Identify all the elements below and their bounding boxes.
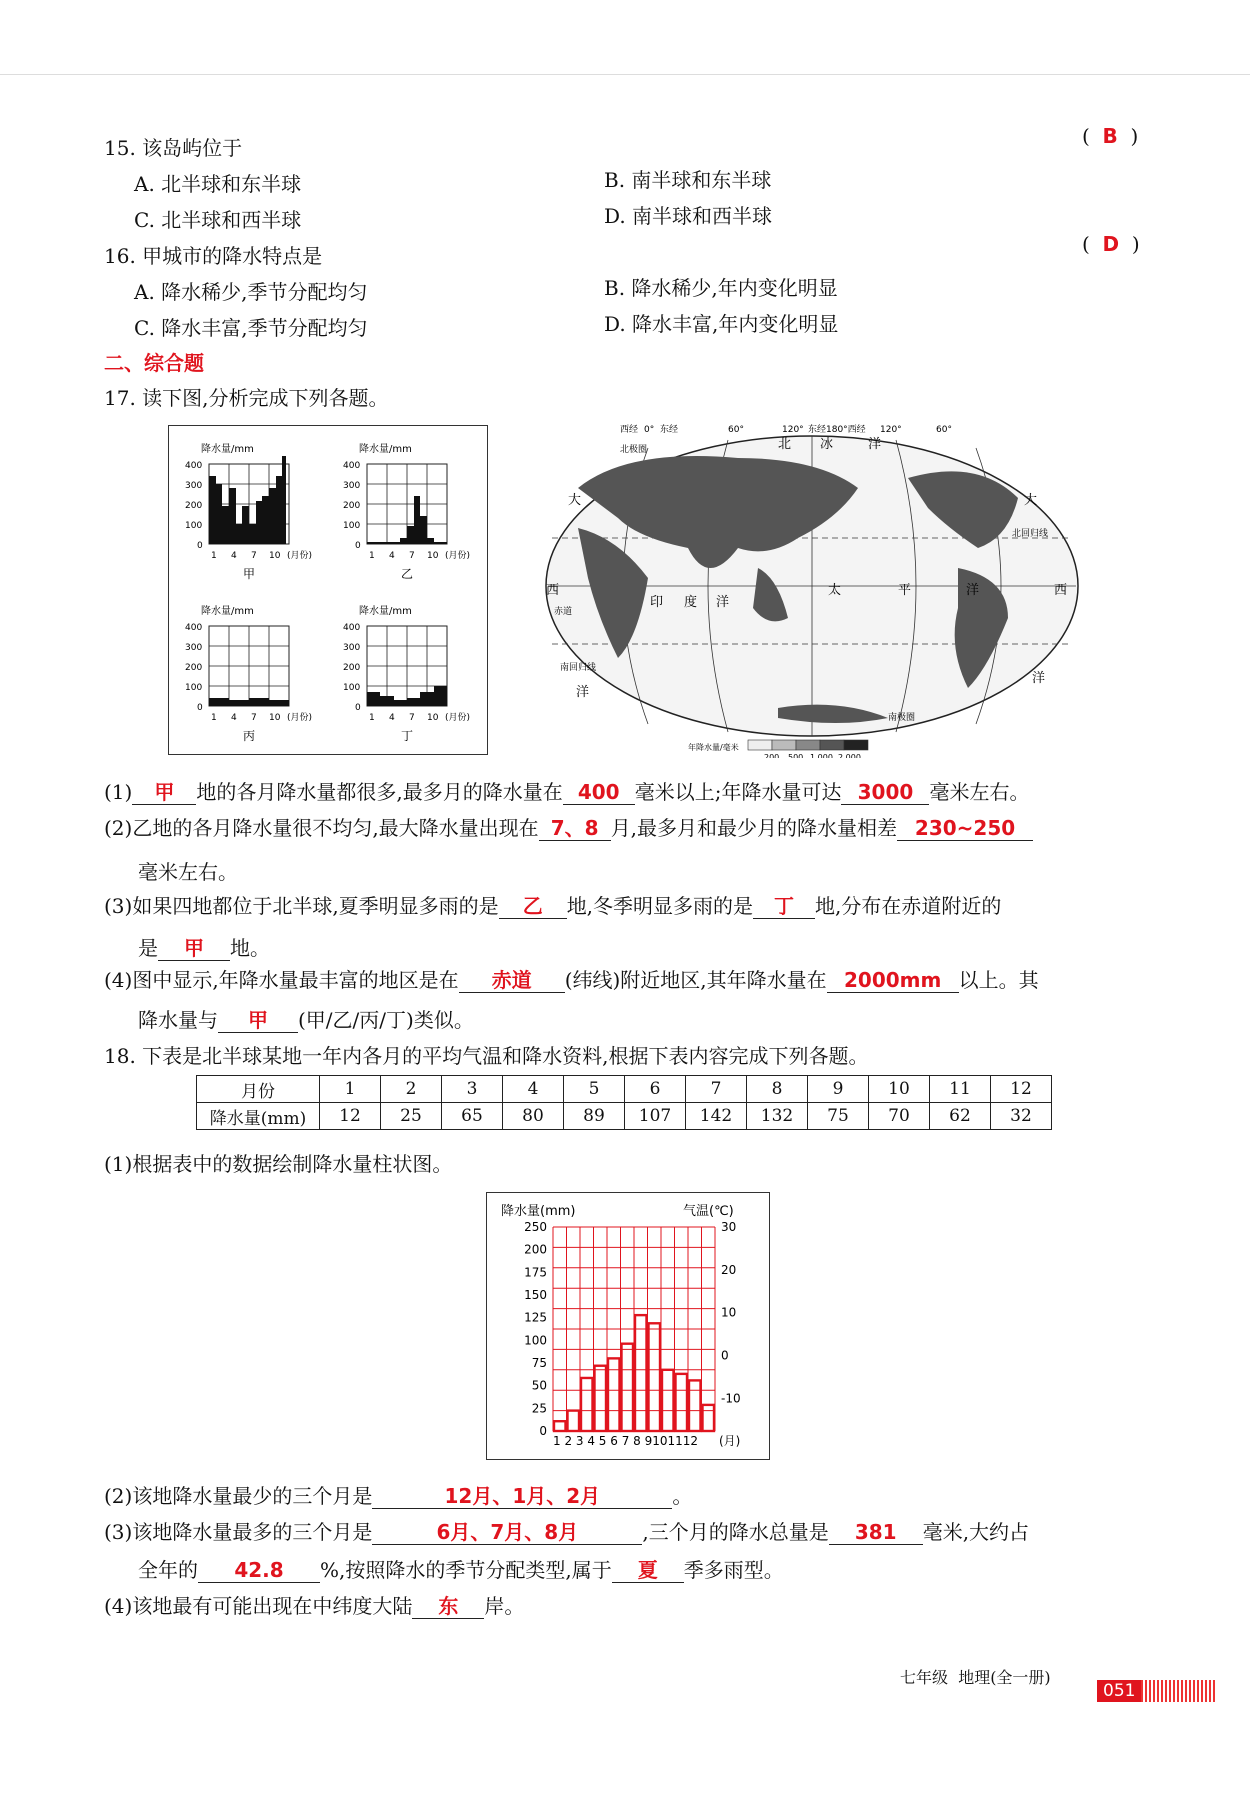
table-cell: 2 xyxy=(381,1076,442,1103)
chart-bar xyxy=(622,1344,634,1431)
q17-intro: 17. 读下图,分析完成下列各题。 xyxy=(104,386,389,410)
q17-p3-answer2: 丁 xyxy=(753,894,815,919)
q18-part4: (4)该地最有可能出现在中纬度大陆 东 岸。 xyxy=(104,1594,525,1618)
q17-part3-cont: 是 甲 地。 xyxy=(138,936,270,960)
map-label: 大 xyxy=(568,493,582,508)
chart-y2label: 气温(℃) xyxy=(683,1204,734,1219)
q17-p1-answer1: 甲 xyxy=(132,780,196,805)
q17-part2: (2)乙地的各月降水量很不均匀,最大降水量出现在 7、8 月,最多月和最少月的降水量相差 230~250 xyxy=(104,812,1033,841)
chart-jia-name: 甲 xyxy=(243,567,256,581)
table-header: 月份 xyxy=(197,1076,320,1103)
q17-p4-answer3: 甲 xyxy=(218,1008,298,1033)
chart-bing-ytick: 400 xyxy=(185,623,203,633)
table-cell: 25 xyxy=(381,1103,442,1130)
q16-option-c: C. 降水丰富,季节分配均匀 xyxy=(134,316,368,340)
chart-ytick-label: 200 xyxy=(524,1242,547,1257)
chart-ding-xtick: 4 xyxy=(389,713,395,723)
q15-option-a: A. 北半球和东半球 xyxy=(134,172,302,196)
q17-p3-answer1: 乙 xyxy=(499,894,567,919)
map-legend-title: 年降水量/毫米 xyxy=(688,743,739,752)
q18-data-table xyxy=(196,1075,1052,1130)
chart-ytick-label: 150 xyxy=(524,1288,547,1302)
map-legend-value: 2 000 xyxy=(838,753,861,758)
q17-p4-answer2: 2000mm xyxy=(827,968,959,993)
chart-jia-ytick: 200 xyxy=(185,501,203,511)
q17-part1: (1) 甲 地的各月降水量都很多,最多月的降水量在 400 毫米以上;年降水量可达 3000 毫米左右。 xyxy=(104,780,1030,804)
chart-bar xyxy=(689,1380,701,1431)
chart-ylabel: 降水量(mm) xyxy=(501,1204,576,1219)
chart-y2tick-label: 30 xyxy=(721,1220,737,1234)
q17-p1-answer3: 3000 xyxy=(841,780,929,805)
map-label: 南回归线 xyxy=(560,663,597,673)
map-label: 北极圈 xyxy=(620,445,648,455)
map-label: 西 xyxy=(546,583,560,598)
chart-jia-ytick: 100 xyxy=(185,521,203,531)
q16-question: 16. 甲城市的降水特点是 xyxy=(104,244,323,268)
world-precipitation-map xyxy=(538,418,1086,758)
chart-yi-ytick: 100 xyxy=(343,521,361,531)
chart-bars xyxy=(554,1315,714,1431)
chart-bar xyxy=(608,1358,620,1431)
q17-p4-answer1: 赤道 xyxy=(459,968,565,993)
q16-option-d: D. 降水丰富,年内变化明显 xyxy=(604,312,839,336)
q18-p3-answer1: 6月、7月、8月 xyxy=(372,1520,642,1545)
chart-bing-ytick: 300 xyxy=(185,643,203,653)
chart-ding-ytick: 400 xyxy=(343,623,361,633)
chart-yi-xtick: (月份) xyxy=(445,551,471,561)
chart-bar xyxy=(568,1411,580,1431)
q18-p3-answer3: 42.8 xyxy=(198,1558,320,1583)
map-label: 西经 xyxy=(620,425,639,435)
table-cell: 6 xyxy=(625,1076,686,1103)
chart-bing xyxy=(185,604,312,743)
chart-ytick-label: 0 xyxy=(539,1424,547,1438)
q18-p4-answer: 东 xyxy=(412,1594,484,1619)
chart-jia-ylabel: 降水量/mm xyxy=(201,444,254,455)
chart-bing-xtick: 7 xyxy=(251,713,257,723)
table-cell: 7 xyxy=(686,1076,747,1103)
chart-ding-ytick: 0 xyxy=(355,703,361,713)
map-label: 洋 xyxy=(868,437,882,452)
chart-yi-ytick: 400 xyxy=(343,461,361,471)
map-label: 120° xyxy=(782,425,804,435)
table-cell: 4 xyxy=(503,1076,564,1103)
climate-charts-svg xyxy=(169,426,487,754)
chart-jia-xtick: 1 xyxy=(211,551,217,561)
map-label: 东经 xyxy=(660,425,679,435)
chart-jia-ytick: 400 xyxy=(185,461,203,471)
map-label: 平 xyxy=(898,583,912,598)
q18-part3: (3)该地降水量最多的三个月是 6月、7月、8月 ,三个月的降水总量是 381 毫米,大约占 xyxy=(104,1520,1030,1544)
table-cell: 107 xyxy=(625,1103,686,1130)
map-label: 赤道 xyxy=(554,607,573,617)
map-label: 北回归线 xyxy=(1012,529,1049,539)
chart-yi-xtick: 10 xyxy=(427,551,439,561)
q16-answer-bracket: ( D ) xyxy=(1082,232,1140,256)
map-label: 0° xyxy=(644,425,655,435)
table-cell: 1 xyxy=(320,1076,381,1103)
chart-bar xyxy=(662,1370,674,1431)
footer xyxy=(900,1665,1051,1688)
map-legend-value: 1 000 xyxy=(810,753,833,758)
chart-yi-xtick: 1 xyxy=(369,551,375,561)
table-cell: 80 xyxy=(503,1103,564,1130)
chart-y2tick-label: 20 xyxy=(721,1262,737,1277)
chart-ding-ylabel: 降水量/mm xyxy=(359,606,412,617)
chart-bing-xtick: 1 xyxy=(211,713,217,723)
map-label: 120° xyxy=(880,425,902,435)
q15-answer: B xyxy=(1102,124,1118,148)
map-label: 南极圈 xyxy=(888,713,916,723)
world-map-svg xyxy=(538,418,1086,758)
map-label: 北 xyxy=(778,437,792,452)
footer-subject: 地理(全一册) xyxy=(958,1668,1051,1687)
map-label: 东经180°西经 xyxy=(808,425,866,435)
chart-bing-xtick: 4 xyxy=(231,713,237,723)
table-cell: 3 xyxy=(442,1076,503,1103)
chart-jia-xtick: (月份) xyxy=(287,551,313,561)
chart-bing-ytick: 200 xyxy=(185,663,203,673)
table-cell: 65 xyxy=(442,1103,503,1130)
chart-jia-xtick: 10 xyxy=(269,551,281,561)
q18-chart-svg xyxy=(487,1193,769,1459)
table-cell: 75 xyxy=(808,1103,869,1130)
map-label: 太 xyxy=(828,583,842,598)
chart-yi-ylabel: 降水量/mm xyxy=(359,444,412,455)
chart-jia-ytick: 0 xyxy=(197,541,203,551)
chart-yi-name: 乙 xyxy=(401,567,414,581)
chart-bar xyxy=(649,1323,661,1431)
q16-option-a: A. 降水稀少,季节分配均匀 xyxy=(134,280,368,304)
q15-question: 15. 该岛屿位于 xyxy=(104,136,243,160)
top-rule xyxy=(0,74,1250,75)
chart-ytick-label: 100 xyxy=(524,1333,547,1348)
chart-yi-ytick: 200 xyxy=(343,501,361,511)
section-heading: 二、综合题 xyxy=(104,351,204,375)
table-cell: 11 xyxy=(930,1076,991,1103)
chart-xticks: 1 2 3 4 5 6 7 8 9101112 xyxy=(553,1434,699,1448)
chart-ding-ytick: 100 xyxy=(343,683,361,693)
q16-option-b: B. 降水稀少,年内变化明显 xyxy=(604,276,838,300)
q16-answer: D xyxy=(1102,232,1120,256)
chart-y2tick-label: 10 xyxy=(721,1305,737,1320)
table-cell: 9 xyxy=(808,1076,869,1103)
q17-p3-answer3: 甲 xyxy=(158,936,230,961)
chart-jia xyxy=(185,442,312,581)
map-label: 洋 xyxy=(716,595,730,610)
q17-part2-cont: 毫米左右。 xyxy=(138,860,238,884)
table-cell: 132 xyxy=(747,1103,808,1130)
chart-yi-ytick: 300 xyxy=(343,481,361,491)
chart-jia-xtick: 7 xyxy=(251,551,257,561)
q17-p2-answer2: 230~250 xyxy=(897,816,1033,841)
chart-ding-xtick: 1 xyxy=(369,713,375,723)
q17-part4: (4)图中显示,年降水量最丰富的地区是在 赤道 (纬线)附近地区,其年降水量在 2000mm 以上。其 xyxy=(104,968,1039,992)
chart-bing-ylabel: 降水量/mm xyxy=(201,606,254,617)
q15-option-c: C. 北半球和西半球 xyxy=(134,208,302,232)
q15-option-b: B. 南半球和东半球 xyxy=(604,168,772,192)
chart-bar xyxy=(581,1378,593,1431)
chart-jia-xtick: 4 xyxy=(231,551,237,561)
table-cell: 12 xyxy=(320,1103,381,1130)
map-label: 冰 xyxy=(820,437,834,452)
chart-bar xyxy=(554,1421,566,1431)
table-cell: 89 xyxy=(564,1103,625,1130)
chart-ding-ytick: 300 xyxy=(343,643,361,653)
q15-answer-bracket: ( B ) xyxy=(1082,124,1139,148)
chart-ytick-label: 125 xyxy=(524,1310,547,1325)
q18-precip-chart xyxy=(486,1192,770,1460)
chart-ding-xtick: 10 xyxy=(427,713,439,723)
chart-yi-ytick: 0 xyxy=(355,541,361,551)
map-label: 洋 xyxy=(966,583,980,598)
table-cell: 32 xyxy=(991,1103,1052,1130)
map-label: 西 xyxy=(1054,583,1068,598)
chart-ytick-label: 50 xyxy=(531,1378,547,1393)
q18-intro: 18. 下表是北半球某地一年内各月的平均气温和降水资料,根据下表内容完成下列各题。 xyxy=(104,1044,869,1068)
table-cell: 8 xyxy=(747,1076,808,1103)
chart-yi-xtick: 7 xyxy=(409,551,415,561)
chart-bing-name: 丙 xyxy=(243,729,256,743)
chart-bing-ytick: 0 xyxy=(197,703,203,713)
q17-p1-answer2: 400 xyxy=(563,780,635,805)
q18-p3-answer2: 381 xyxy=(829,1520,923,1545)
map-label: 大 xyxy=(1024,493,1038,508)
q17-p2-answer1: 7、8 xyxy=(539,816,611,841)
chart-ytick-label: 250 xyxy=(524,1220,547,1234)
chart-bing-ytick: 100 xyxy=(185,683,203,693)
q18-p2-answer: 12月、1月、2月 xyxy=(372,1484,672,1509)
chart-bar xyxy=(703,1405,715,1431)
chart-ding-xtick: (月份) xyxy=(445,713,471,723)
map-label: 60° xyxy=(728,425,744,435)
chart-bar xyxy=(676,1374,688,1431)
chart-jia-ytick: 300 xyxy=(185,481,203,491)
q18-part2: (2)该地降水量最少的三个月是 12月、1月、2月 。 xyxy=(104,1484,693,1508)
chart-ding-ytick: 200 xyxy=(343,663,361,673)
map-label: 印 xyxy=(650,595,664,610)
table-cell: 10 xyxy=(869,1076,930,1103)
chart-bing-xtick: 10 xyxy=(269,713,281,723)
chart-ytick-label: 25 xyxy=(531,1401,547,1416)
map-label: 洋 xyxy=(576,685,590,700)
table-row xyxy=(197,1076,1052,1103)
chart-bar xyxy=(635,1315,647,1431)
table-cell: 62 xyxy=(930,1103,991,1130)
chart-ytick-label: 75 xyxy=(531,1356,547,1370)
chart-bing-xtick: (月份) xyxy=(287,713,313,723)
q15-option-d: D. 南半球和西半球 xyxy=(604,204,773,228)
chart-ding xyxy=(343,604,470,743)
table-header: 降水量(mm) xyxy=(197,1103,320,1130)
map-label: 度 xyxy=(684,595,698,610)
table-cell: 142 xyxy=(686,1103,747,1130)
q17-climate-charts-panel xyxy=(168,425,488,755)
chart-yi xyxy=(343,442,470,581)
q17-part4-cont: 降水量与 甲 (甲/乙/丙/丁)类似。 xyxy=(138,1008,474,1032)
chart-bar xyxy=(595,1366,607,1431)
chart-xlabel: (月) xyxy=(719,1434,741,1448)
chart-yi-xtick: 4 xyxy=(389,551,395,561)
q18-p3-answer4: 夏 xyxy=(612,1558,684,1583)
chart-ding-name: 丁 xyxy=(401,729,414,743)
map-legend-value: 200 xyxy=(764,753,780,758)
map-legend-value: 500 xyxy=(788,753,804,758)
table-cell: 12 xyxy=(991,1076,1052,1103)
table-cell: 5 xyxy=(564,1076,625,1103)
q18-part3-cont: 全年的 42.8 %,按照降水的季节分配类型,属于 夏 季多雨型。 xyxy=(138,1558,784,1582)
map-label: 洋 xyxy=(1032,671,1046,686)
footer-grade: 七年级 xyxy=(900,1668,949,1687)
chart-ding-xtick: 7 xyxy=(409,713,415,723)
table-cell: 70 xyxy=(869,1103,930,1130)
chart-y2tick-label: -10 xyxy=(721,1391,741,1406)
map-label: 60° xyxy=(936,425,952,435)
page-number: 051 xyxy=(1097,1680,1141,1702)
chart-y2tick-label: 0 xyxy=(721,1348,729,1363)
q18-part1: (1)根据表中的数据绘制降水量柱状图。 xyxy=(104,1152,453,1176)
q17-part3: (3)如果四地都位于北半球,夏季明显多雨的是 乙 地,冬季明显多雨的是 丁 地,分布在赤道附近的 xyxy=(104,894,1002,918)
table-row xyxy=(197,1103,1052,1130)
chart-ytick-label: 175 xyxy=(524,1265,547,1280)
